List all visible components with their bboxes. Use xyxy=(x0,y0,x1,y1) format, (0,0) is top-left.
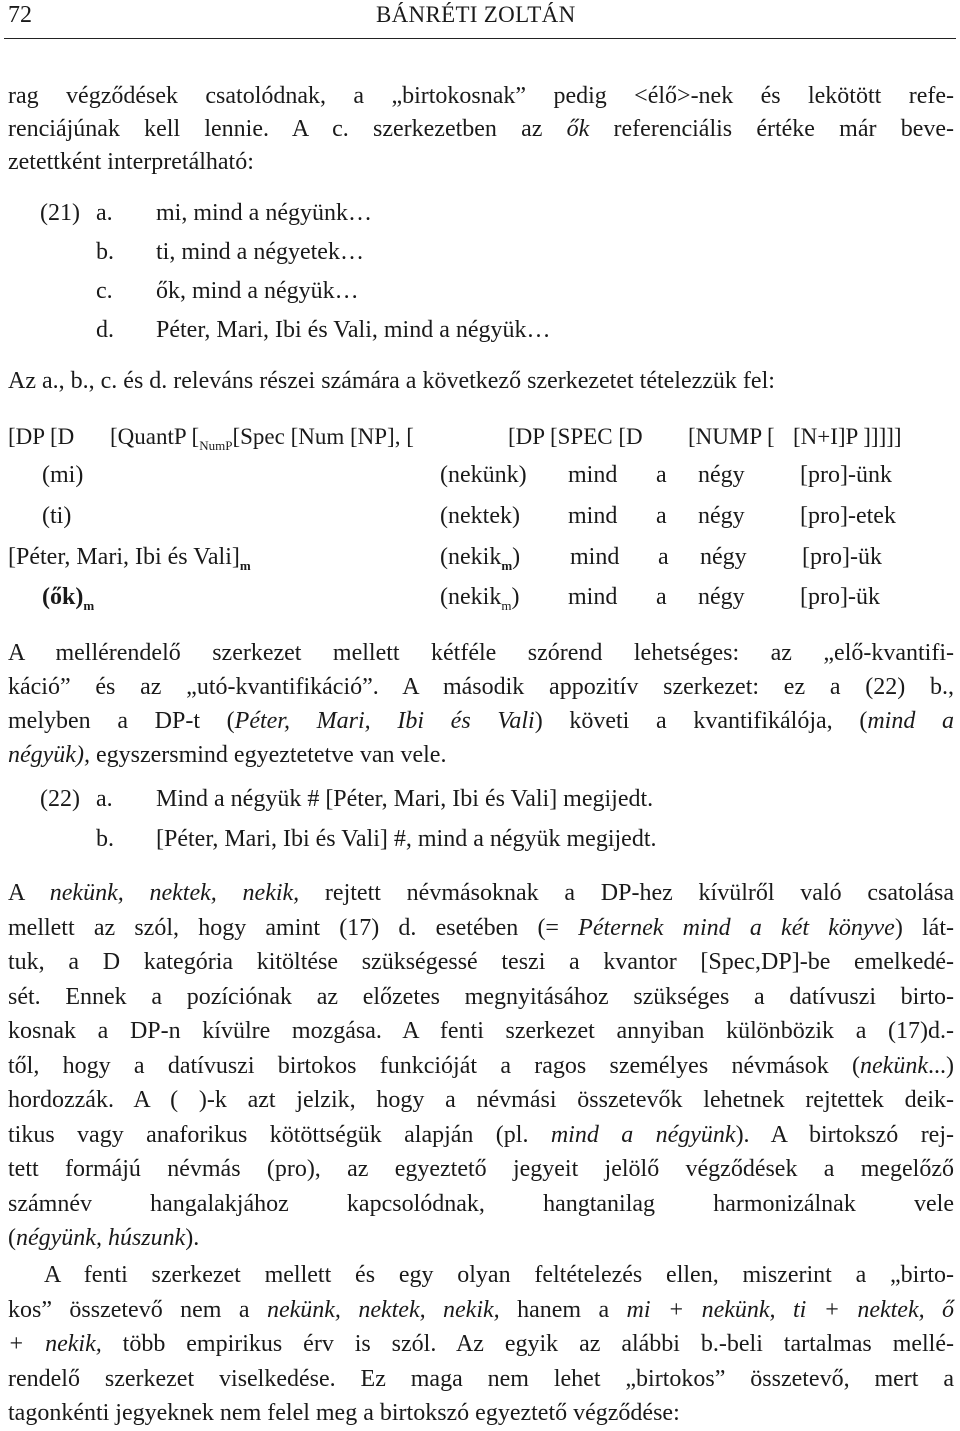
paragraph-2 xyxy=(8,636,954,772)
tree-row-ti: (ti) (nektek) mind a négy [pro]-etek xyxy=(42,503,896,529)
text-line: számnév hangalakjához kapcsolódnak, hangtanilag harmonizálnak vele xyxy=(8,1190,954,1217)
paragraph-3 xyxy=(8,876,954,1256)
example-21-a: (21) a. mi, mind a négyünk… xyxy=(40,200,372,226)
text-line: sét. Ennek a pozíciónak az előzetes megnyitásához szükséges a datívuszi birto- xyxy=(8,983,954,1010)
text-line: renciájúnak kell lennie. A c. szerkezetben az ők referenciális értéke már beve- xyxy=(8,115,954,142)
example-21-c: c. ők, mind a négyük… xyxy=(96,278,359,304)
text-line: + nekik, több empirikus érv is szól. Az egyik az alábbi b.-beli tartalmas mellé- xyxy=(8,1331,954,1357)
text-line: től, hogy a datívuszi birtokos funkcióját a ragos személyes névmások (nekünk...) xyxy=(8,1052,954,1079)
text-line: mellett az szól, hogy amint (17) d. esetében (= Péternek mind a két könyve) lát- xyxy=(8,914,954,941)
text-line: káció” és az „utó-kvantifikáció”. A második appozitív szerkezet: ez a (22) b., xyxy=(8,674,954,700)
text-line: négyük), egyszersmind egyeztetetve van vele. xyxy=(8,742,447,768)
example-21-d: d. Péter, Mari, Ibi és Vali, mind a négyük… xyxy=(96,317,551,343)
intro-line: Az a., b., c. és d. releváns részei számára a következő szerkezetet tételezzük fel: xyxy=(8,368,775,394)
bracket-structure: [DP [D [QuantP [$_{NumP}[Spec$ [Num [NP], [ [DP [SPEC [D [NUMP [ [N+I]P ]]]]] xyxy=(8,424,902,453)
text-line: tikus vagy anaforikus kötöttségük alapján (pl. mind a négyünk). A birtokszó rej- xyxy=(8,1121,954,1148)
example-21-b: b. ti, mind a négyetek… xyxy=(96,239,364,265)
paragraph-4 xyxy=(8,1258,954,1431)
text-line: rendelő szerkezet viselkedése. Ez maga nem lehet „birtokos” összetevő, mert a xyxy=(8,1365,954,1392)
page-header xyxy=(0,0,960,40)
text-line: hordozzák. A ( )-k azt jelzik, hogy a névmási összetevők lehetnek rejtettek deik- xyxy=(8,1087,954,1113)
text-line: A nekünk, nektek, nekik, rejtett névmásoknak a DP-hez kívülről való csatolása xyxy=(8,880,955,906)
text-line: rag végződések csatolódnak, a „birtokosnak” pedig <élő>-nek és lekötött refe- xyxy=(8,83,954,109)
text-line: melyben a DP-t (Péter, Mari, Ibi és Vali) követi a kvantifikálója, (mind a xyxy=(8,708,955,734)
example-22-a: (22) a. Mind a négyük # [Péter, Mari, Ibi és Vali] megijedt. xyxy=(40,786,654,812)
text-line: A fenti szerkezet mellett és egy olyan feltételezés ellen, miszerint a „birto- xyxy=(44,1262,954,1288)
tree-row-ok: $(ők)_m$ (nekik$_m$) mind a négy [pro]-ük xyxy=(42,584,880,613)
page-number: 72 xyxy=(8,2,32,28)
text-line: tuk, a D kategória kitöltése szükségessé teszi a kvantor [Spec,DP]-be emelkedé- xyxy=(8,949,954,975)
tree-row-mi: (mi) (nekünk) mind a négy [pro]-ünk xyxy=(42,462,892,488)
paragraph-1 xyxy=(8,80,954,178)
text-line: (négyünk, húszunk). xyxy=(8,1225,200,1251)
example-22-b: b. [Péter, Mari, Ibi és Vali] #, mind a négyük megijedt. xyxy=(96,826,657,852)
text-line: kos” összetevő nem a nekünk, nektek, nekik, hanem a mi + nekünk, ti + nektek, ő xyxy=(8,1296,955,1323)
tree-row-peter: [Péter, Mari, Ibi és $Vali]_m$ (nekik$_m$) mind a négy [pro]-ük xyxy=(8,544,882,573)
text-line: tett formájú névmás (pro), az egyeztető jegyeit jelölő végződések a megelőző xyxy=(8,1156,954,1182)
text-line: A mellérendelő szerkezet mellett kétféle szórend lehetséges: az „elő-kvantifi- xyxy=(8,640,954,666)
header-rule xyxy=(4,38,956,39)
text-line: zetettként interpretálható: xyxy=(8,148,254,175)
text-line: kosnak a DP-n kívülre mozgása. A fenti szerkezet annyiban különbözik a (17)d.- xyxy=(8,1018,954,1044)
text-line: tagonkénti jegyeknek nem felel meg a birtokszó egyeztető végződése: xyxy=(8,1400,680,1426)
running-head: BÁNRÉTI ZOLTÁN xyxy=(376,2,576,27)
